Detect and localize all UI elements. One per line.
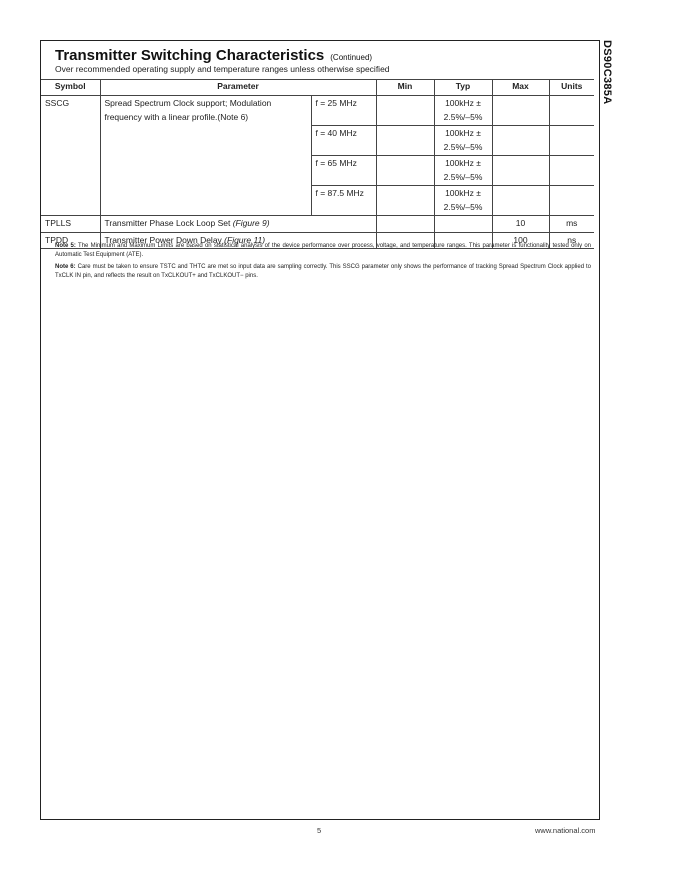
header-parameter: Parameter bbox=[100, 80, 376, 96]
note-6 bbox=[55, 263, 591, 280]
header-min: Min bbox=[376, 80, 434, 96]
table-row bbox=[41, 96, 594, 126]
sscg-typ bbox=[434, 156, 492, 186]
note-6-label: Note 6: bbox=[55, 264, 76, 270]
sscg-units bbox=[549, 126, 594, 156]
note-5-label: Note 5: bbox=[55, 243, 76, 249]
sscg-typ bbox=[434, 96, 492, 126]
tplls-symbol: TPLLS bbox=[41, 216, 100, 233]
website-link[interactable]: www.national.com bbox=[535, 826, 596, 835]
sscg-min bbox=[376, 96, 434, 126]
sscg-condition: f = 25 MHz bbox=[311, 96, 376, 126]
sscg-min bbox=[376, 186, 434, 216]
sscg-condition: f = 87.5 MHz bbox=[311, 186, 376, 216]
note-5 bbox=[55, 242, 591, 259]
tpdd-parameter-text: Transmitter Power Down Delay bbox=[104, 234, 225, 245]
sscg-symbol: SSCG bbox=[41, 96, 100, 216]
section-title-text: Transmitter Switching Characteristics bbox=[55, 47, 325, 64]
sscg-max bbox=[492, 126, 549, 156]
sscg-max bbox=[492, 156, 549, 186]
header-max: Max bbox=[492, 80, 549, 96]
sscg-units bbox=[549, 96, 594, 126]
section-header bbox=[55, 47, 595, 74]
sscg-units bbox=[549, 156, 594, 186]
tplls-min bbox=[376, 216, 434, 233]
tplls-units: ms bbox=[549, 216, 594, 233]
header-symbol: Symbol bbox=[41, 80, 100, 96]
sscg-min bbox=[376, 126, 434, 156]
tplls-typ bbox=[434, 216, 492, 233]
sscg-typ-line1: 100kHz ± bbox=[445, 188, 481, 198]
section-subtitle: Over recommended operating supply and temperature ranges unless otherwise specified bbox=[55, 64, 390, 74]
tplls-max: 10 bbox=[492, 216, 549, 233]
sscg-condition: f = 65 MHz bbox=[311, 156, 376, 186]
tpdd-max: 100 bbox=[492, 232, 549, 249]
continued-label: (Continued) bbox=[330, 53, 373, 62]
sscg-max bbox=[492, 186, 549, 216]
note-6-text: Care must be taken to ensure TSTC and THTC are met so input data are sampling correctly. This SSCG parameter only shows the performance of tracking Spread Spectrum Clock applied to TxCLK IN pin, and reflects the result on TxCLKOUT+ and TxCLKOUT− pins. bbox=[55, 264, 591, 279]
sscg-parameter: Spread Spectrum Clock support; Modulation frequency with a linear profile.(Note 6) bbox=[100, 96, 311, 216]
table-row bbox=[41, 216, 594, 233]
page-number: 5 bbox=[317, 826, 322, 835]
note-5-text: The Minimum and Maximum Limits are based on statistical analysis of the device performance over process, voltage, and temperature ranges. This parameter is functionality tested only on Automatic Test Equipment (ATE). bbox=[55, 243, 591, 258]
tplls-parameter bbox=[100, 216, 376, 233]
sscg-typ-line1: 100kHz ± bbox=[445, 128, 481, 138]
page-frame bbox=[40, 40, 600, 820]
header-typ: Typ bbox=[434, 80, 492, 96]
sscg-typ-line2: 2.5%/–5% bbox=[443, 111, 483, 122]
tpdd-units: ns bbox=[549, 232, 594, 249]
header-units: Units bbox=[549, 80, 594, 96]
sscg-typ-line2: 2.5%/–5% bbox=[443, 141, 483, 152]
sscg-max bbox=[492, 96, 549, 126]
tplls-parameter-text: Transmitter Phase Lock Loop Set bbox=[104, 218, 233, 228]
tpdd-symbol: TPDD bbox=[41, 232, 100, 249]
sscg-typ bbox=[434, 126, 492, 156]
sscg-min bbox=[376, 156, 434, 186]
sscg-typ bbox=[434, 186, 492, 216]
document-id: DS90C385A bbox=[601, 40, 613, 105]
sscg-typ-line1: 100kHz ± bbox=[445, 158, 481, 168]
sscg-condition: f = 40 MHz bbox=[311, 126, 376, 156]
sscg-typ-line2: 2.5%/–5% bbox=[443, 171, 483, 182]
notes-section bbox=[55, 242, 591, 284]
sscg-typ-line2: 2.5%/–5% bbox=[443, 201, 483, 212]
section-title bbox=[55, 47, 595, 64]
tpdd-figure-ref: (Figure 11) bbox=[224, 234, 266, 245]
switching-characteristics-table bbox=[41, 79, 594, 249]
tplls-figure-ref: (Figure 9) bbox=[232, 218, 270, 228]
sscg-units bbox=[549, 186, 594, 216]
table-header-row bbox=[41, 80, 594, 96]
sscg-typ-line1: 100kHz ± bbox=[445, 98, 481, 108]
